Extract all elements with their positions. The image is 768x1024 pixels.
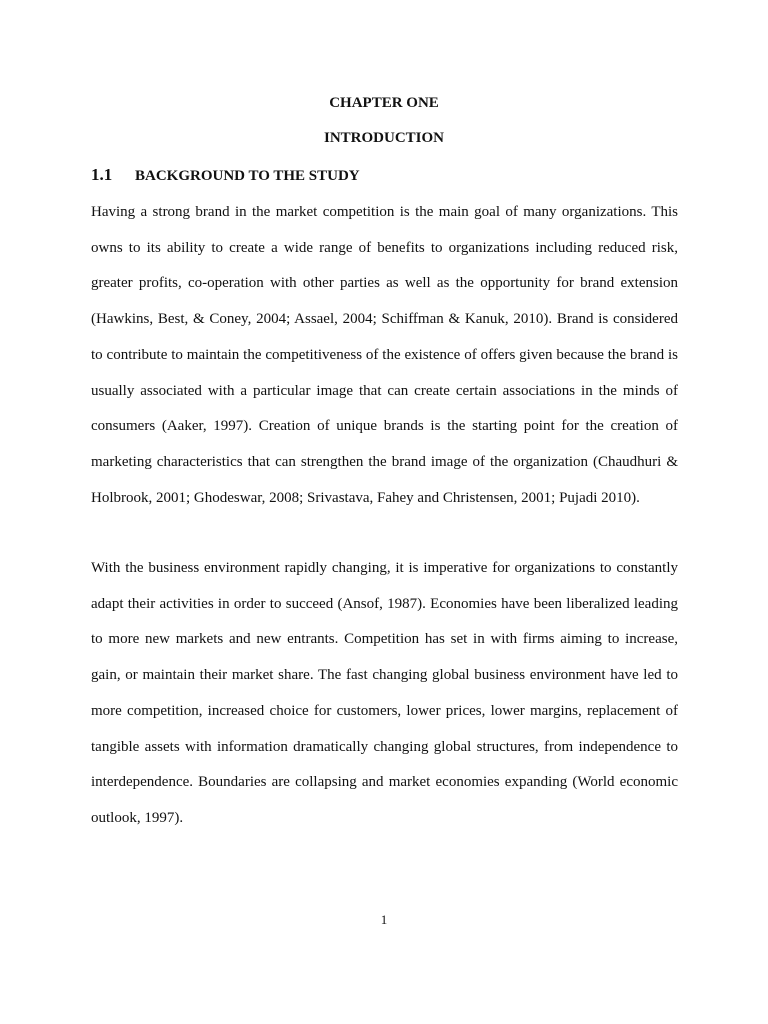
- section-title: BACKGROUND TO THE STUDY: [135, 168, 360, 184]
- body-paragraph-2: With the business environment rapidly changing, it is imperative for organizations to constantly adapt their activities in order to succeed (Ansof, 1987). Economies have been liberalized leading to more new markets and new entrants. Competition has set in with firms aiming to increase, gain, or maintain their market share. The fast changing global business environment have led to more competition, increased choice for customers, lower prices, lower margins, replacement of tangible assets with information dramatically changing global structures, from independence to interdependence. Boundaries are collapsing and market economies expanding (World economic outlook, 1997).: [91, 560, 678, 826]
- section-heading: [91, 165, 681, 186]
- chapter-heading: CHAPTER ONE: [329, 95, 439, 111]
- section-number: 1.1: [91, 165, 113, 184]
- body-paragraph-1: Having a strong brand in the market competition is the main goal of many organizations. This owns to its ability to create a wide range of benefits to organizations including reduced risk, greater profits, co-operation with other parties as well as the opportunity for brand extension (Hawkins, Best, & Coney, 2004; Assael, 2004; Schiffman & Kanuk, 2010). Brand is considered to contribute to maintain the competitiveness of the existence of offers given because the brand is usually associated with a particular image that can create certain associations in the minds of consumers (Aaker, 1997). Creation of unique brands is the starting point for the creation of marketing characteristics that can strengthen the brand image of the organization (Chaudhuri & Holbrook, 2001; Ghodeswar, 2008; Srivastava, Fahey and Christensen, 2001; Pujadi 2010).: [91, 204, 678, 506]
- page-number: 1: [380, 912, 388, 927]
- chapter-title: INTRODUCTION: [323, 130, 444, 146]
